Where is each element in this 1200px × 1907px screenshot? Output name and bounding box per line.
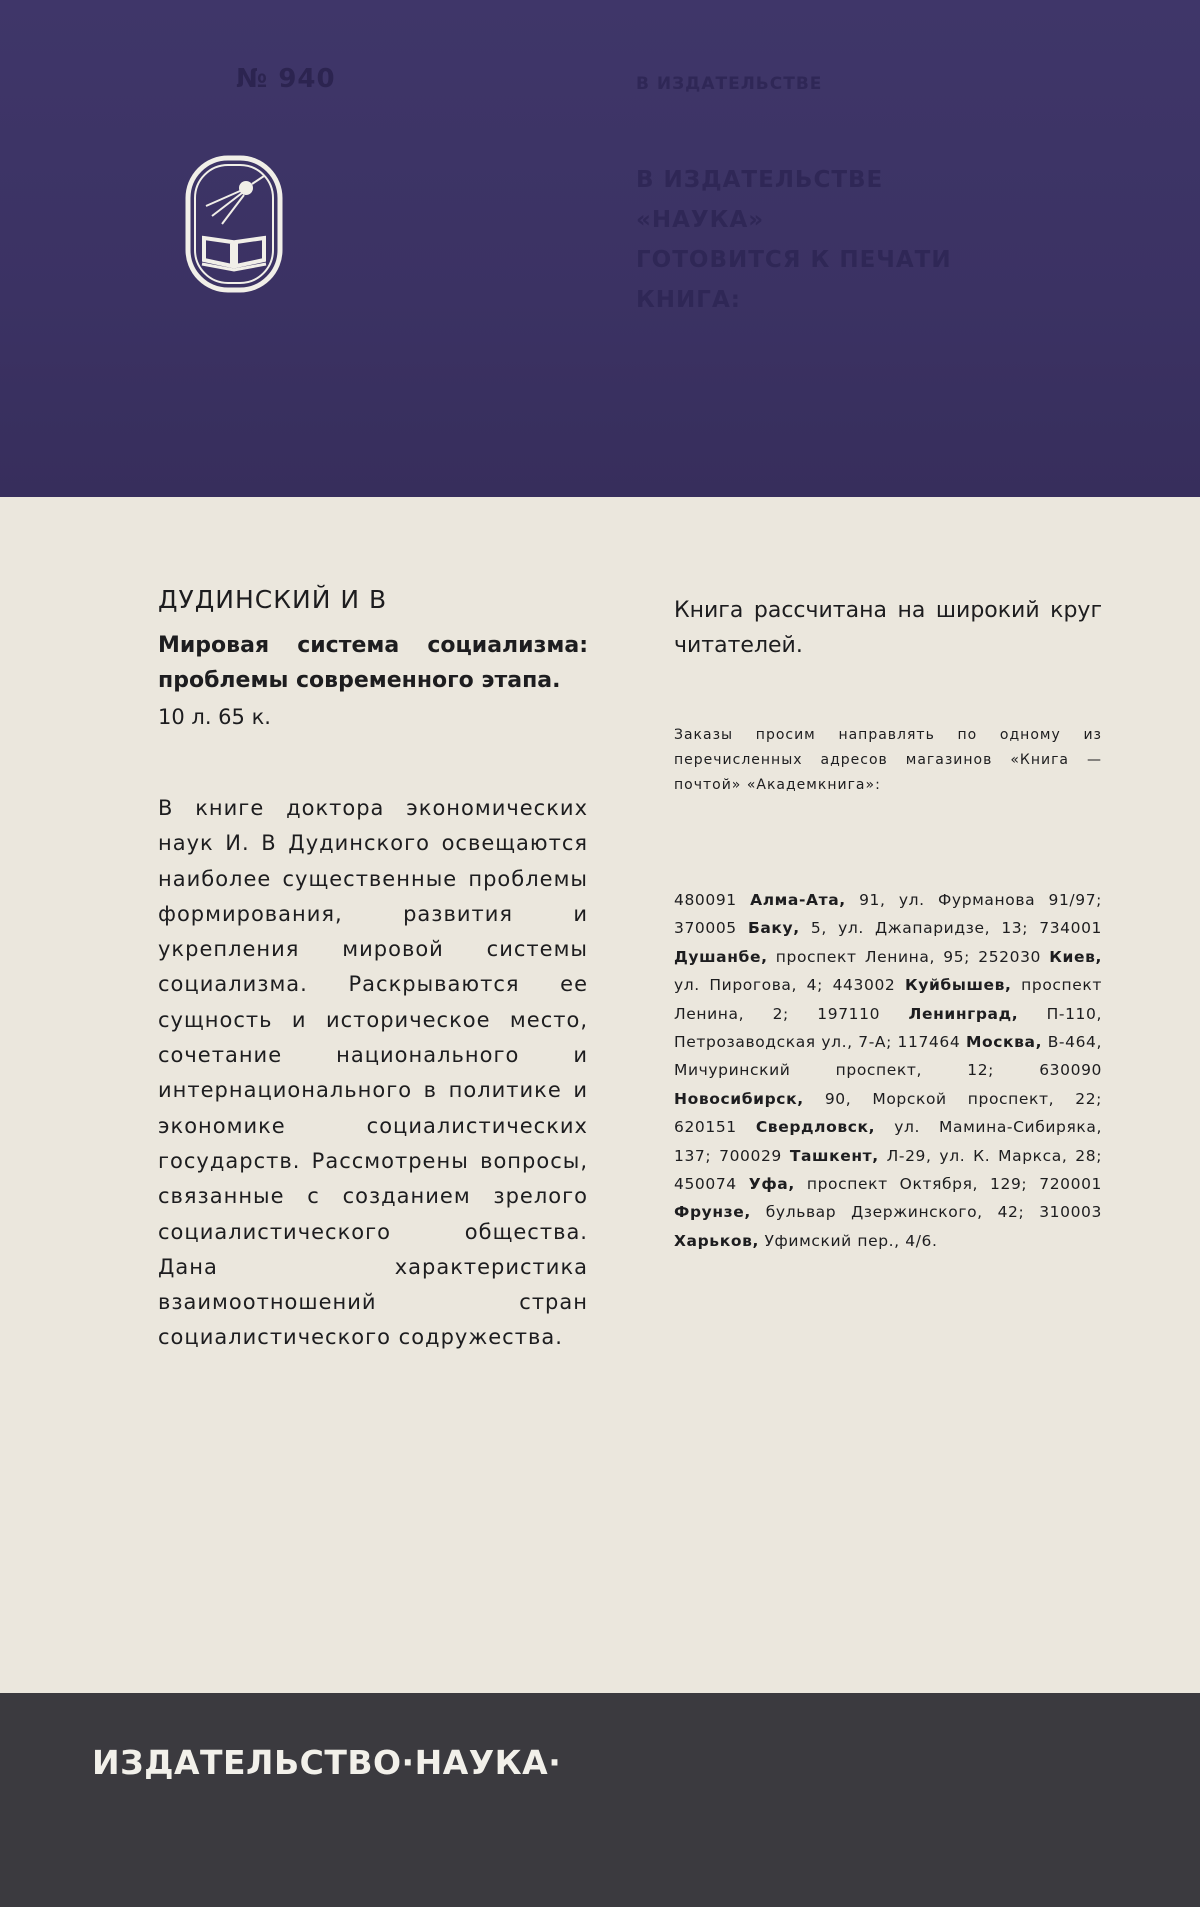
ghost-line: В ИЗДАТЕЛЬСТВЕ <box>636 167 884 193</box>
book-author: ДУДИНСКИЙ И В <box>158 585 388 614</box>
address-entry: 480091 Алма-Ата, 91, ул. Фурманова 91/97; <box>674 891 1102 909</box>
ghost-announcement <box>636 160 952 320</box>
ghost-heading: В ИЗДАТЕЛЬСТВЕ <box>636 74 823 94</box>
top-color-band <box>0 0 1200 497</box>
address-entry: 252030 Киев, ул. Пирогова, 4; <box>674 947 1102 995</box>
audience-note: Книга рассчитана на широкий круг читателей. <box>674 598 1102 658</box>
address-entry: 620151 Свердловск, ул. Мамина-Сибиряка, 137; <box>674 1118 1102 1165</box>
ghost-line: КНИГА: <box>636 287 741 313</box>
address-entry: 443002 Куйбышев, проспект Ленина, 2; <box>674 976 1103 1023</box>
address-entry: 734001 Душанбе, проспект Ленина, 95; <box>674 919 1103 966</box>
address-entry: 197110 Ленинград, П-110, Петрозаводская ул., 7-А; <box>674 1004 1103 1052</box>
order-info-column <box>674 593 1102 1255</box>
store-addresses <box>674 886 1102 1255</box>
issue-mark: № 940 <box>236 64 336 94</box>
book-info-column <box>158 585 588 1356</box>
order-instructions: Заказы просим направлять по одному из перечисленных адресов магазинов «Книга — почтой» «Академкнига»: <box>674 727 1102 793</box>
address-entry: 720001 Фрунзе, бульвар Дзержинского, 42; <box>674 1175 1103 1222</box>
book-annotation: В книге доктора экономических наук И. В Дудинского освещаются наиболее существенные проблемы формирования, развития и укрепления мировой системы социализма. Раскрываются ее сущность и историческое место, сочетание национального и интернационального в политике и экономике социалистических государств. Рассмотрены вопросы, связанные с созданием зрелого социалистического общества. Дана характеристика взаимоотношений стран социалистического содружества. <box>158 796 588 1350</box>
cover-content <box>0 497 1200 1693</box>
address-entry: 370005 Баку, 5, ул. Джапаридзе, 13; <box>674 919 1029 938</box>
nauka-logo-icon <box>184 154 284 294</box>
address-entry: 450074 Уфа, проспект Октября, 129; <box>674 1175 1028 1194</box>
address-entry: 117464 Москва, В-464, Мичуринский проспект, 12; <box>674 1033 1103 1080</box>
book-price: 10 л. 65 к. <box>158 705 271 729</box>
publisher-name: ИЗДАТЕЛЬСТВО·НАУКА· <box>92 1743 562 1782</box>
bottom-color-band <box>0 1693 1200 1907</box>
ghost-line: «НАУКА» <box>636 207 765 233</box>
book-title: Мировая система социализма: проблемы современного этапа. <box>158 633 588 693</box>
address-entry: 630090 Новосибирск, 90, Морской проспект, 22; <box>674 1061 1103 1108</box>
address-entry: 310003 Харьков, Уфимский пер., 4/6. <box>674 1203 1102 1250</box>
address-entry: 700029 Ташкент, Л-29, ул. К. Маркса, 28; <box>719 1146 1103 1165</box>
ghost-line: ГОТОВИТСЯ К ПЕЧАТИ <box>636 247 952 273</box>
